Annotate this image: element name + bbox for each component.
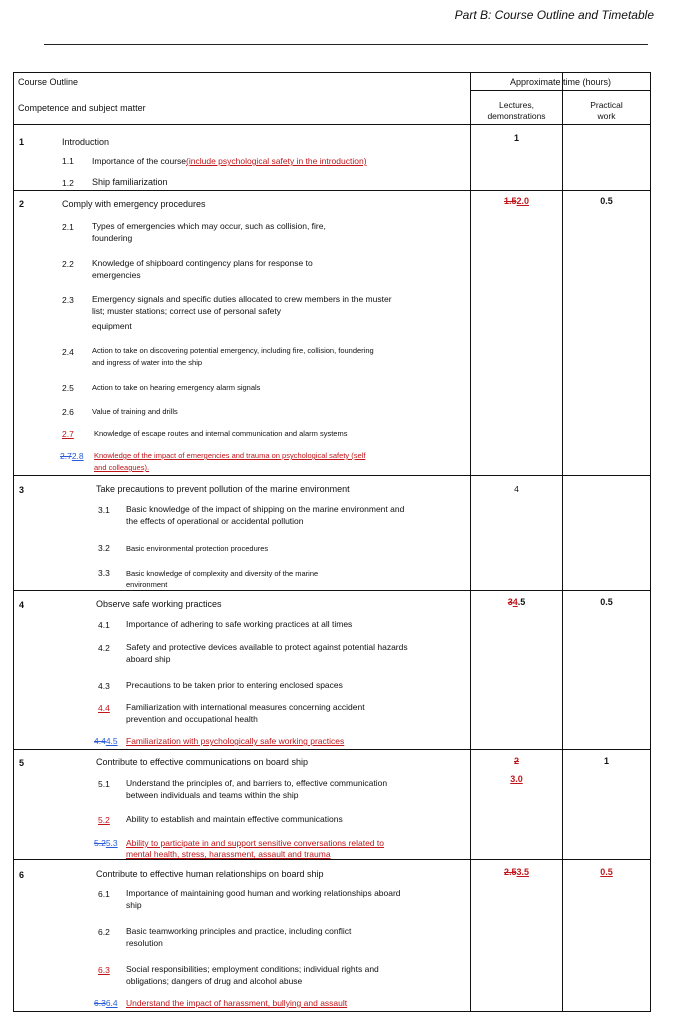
item-text: Knowledge of shipboard contingency plans for response to — [92, 258, 313, 268]
item-text: between individuals and teams within the ship — [126, 790, 299, 800]
practical-hours: 0.5 — [600, 867, 613, 877]
inserted-hours: 3.5 — [516, 867, 530, 877]
row-number: 1 — [19, 137, 25, 147]
deleted-item-number: 5.2 — [94, 838, 106, 848]
item-text: Importance of adhering to safe working practices at all times — [126, 619, 353, 629]
item-number: 6.2 — [98, 927, 110, 937]
deleted-hours: 1.5 — [503, 196, 517, 206]
practical-hours: 1 — [603, 756, 609, 766]
inserted-text: (include psychological safety in the introduction) — [186, 156, 367, 166]
deleted-item-number: 6.3 — [94, 998, 106, 1008]
item-text: Emergency signals and specific duties allocated to crew members in the muster — [92, 294, 392, 304]
item-text: and ingress of water into the ship — [92, 358, 203, 367]
item-number: 4.3 — [98, 681, 110, 691]
competence-title: Contribute to effective human relationships on board ship — [96, 869, 324, 879]
item-number: 1.1 — [62, 156, 74, 166]
item-text: Types of emergencies which may occur, such as collision, fire, — [92, 221, 326, 231]
item-number: 3.2 — [98, 543, 110, 553]
header-rule — [44, 44, 648, 45]
row-rule-1 — [14, 190, 650, 191]
item-text: ship — [126, 900, 142, 910]
item-number: 3.1 — [98, 505, 110, 515]
lectures-hours — [471, 195, 562, 207]
row-number: 3 — [19, 485, 25, 495]
item-text: prevention and occupational health — [126, 714, 258, 724]
item-text: Value of training and drills — [92, 407, 178, 416]
item-text: obligations; dangers of drug and alcohol abuse — [126, 976, 303, 986]
item-text: Importance of maintaining good human and working relationships aboard — [126, 888, 401, 898]
hours-tail: .5 — [517, 597, 526, 607]
row-rule-2 — [14, 475, 650, 476]
item-text: Knowledge of escape routes and internal communication and alarm systems — [94, 429, 348, 438]
row-number: 2 — [19, 199, 25, 209]
approx-time-divider — [470, 90, 650, 91]
deleted-hours: 2.5 — [503, 867, 517, 877]
practical-heading: Practical — [590, 100, 623, 110]
inserted-item-text: Understand the impact of harassment, bullying and assault — [126, 998, 348, 1008]
item-text: Action to take on hearing emergency alarm signals — [92, 383, 261, 392]
competence-title: Contribute to effective communications on board ship — [96, 757, 308, 767]
row-rule-5 — [14, 859, 650, 860]
item-number-moved — [94, 735, 118, 747]
competence-title: Observe safe working practices — [96, 599, 222, 609]
page-header-title: Part B: Course Outline and Timetable — [454, 8, 654, 22]
competence-title: Comply with emergency procedures — [62, 199, 206, 209]
item-text: Basic environmental protection procedures — [126, 544, 269, 553]
item-number: 2.1 — [62, 222, 74, 232]
new-item-number: 2.8 — [71, 451, 84, 461]
lectures-heading: Lectures, — [499, 100, 534, 110]
item-number: 3.3 — [98, 568, 110, 578]
row-rule-3 — [14, 590, 650, 591]
item-text: Social responsibilities; employment conditions; individual rights and — [126, 964, 379, 974]
item-text: resolution — [126, 938, 163, 948]
inserted-item-text: Knowledge of the impact of emergencies and trauma on psychological safety (self — [94, 451, 366, 460]
item-number: 6.1 — [98, 889, 110, 899]
practical-hours: 0.5 — [600, 597, 613, 607]
item-text: Action to take on discovering potential emergency, including fire, collision, foundering — [92, 346, 374, 355]
row-number: 5 — [19, 758, 25, 768]
item-number: 2.5 — [62, 383, 74, 393]
new-item-number: 6.4 — [105, 998, 118, 1008]
item-text: Ship familiarization — [92, 177, 168, 187]
deleted-item-number: 2.7 — [60, 451, 72, 461]
deleted-hours: 2 — [513, 756, 519, 766]
item-text: emergencies — [92, 270, 141, 280]
item-text: Basic knowledge of the impact of shipping on the marine environment and — [126, 504, 405, 514]
item-number: 1.2 — [62, 178, 74, 188]
course-outline-table — [13, 72, 651, 1012]
practical-hours: 0.5 — [600, 196, 613, 206]
item-text: Familiarization with international measures concerning accident — [126, 702, 365, 712]
item-text: foundering — [92, 233, 133, 243]
item-text: Understand the principles of, and barriers to, effective communication — [126, 778, 388, 788]
competence-title: Introduction — [62, 137, 110, 147]
inserted-item-number: 6.3 — [98, 965, 110, 975]
row-number: 4 — [19, 600, 25, 610]
item-number: 2.6 — [62, 407, 74, 417]
deleted-item-number: 4.4 — [94, 736, 106, 746]
demonstrations-heading: demonstrations — [487, 111, 546, 121]
item-number-moved — [94, 997, 118, 1009]
inserted-item-text: and colleagues). — [94, 463, 150, 472]
competence-heading: Competence and subject matter — [18, 103, 146, 113]
new-item-number: 5.3 — [105, 838, 118, 848]
item-text: list; muster stations; correct use of personal safety — [92, 306, 281, 316]
item-text: Basic teamworking principles and practice, including conflict — [126, 926, 352, 936]
inserted-item-text: mental health, stress, harassment, assault and trauma — [126, 849, 331, 859]
inserted-hours: 2.0 — [516, 196, 530, 206]
inserted-hours: 4 — [512, 597, 518, 607]
item-number: 2.2 — [62, 259, 74, 269]
lectures-hours: 4 — [514, 484, 519, 494]
item-number: 4.2 — [98, 643, 110, 653]
item-number: 2.3 — [62, 295, 74, 305]
item-number: 2.4 — [62, 347, 74, 357]
lectures-hours: 1 — [513, 133, 519, 143]
item-text: Ability to establish and maintain effective communications — [126, 814, 343, 824]
inserted-hours: 3.0 — [510, 774, 523, 784]
item-text-original: Importance of the course — [92, 156, 187, 166]
header-bottom-rule — [14, 124, 650, 125]
work-heading: work — [597, 111, 616, 121]
item-number-moved — [60, 450, 84, 462]
row-rule-4 — [14, 749, 650, 750]
item-text: aboard ship — [126, 654, 171, 664]
item-text — [92, 155, 367, 167]
inserted-item-number: 4.4 — [98, 703, 110, 713]
new-item-number: 4.5 — [105, 736, 118, 746]
item-number-moved — [94, 837, 118, 849]
inserted-item-text: Familiarization with psychologically safe working practices — [126, 736, 345, 746]
course-outline-heading: Course Outline — [18, 77, 79, 87]
lectures-hours — [471, 596, 562, 608]
inserted-item-number: 5.2 — [98, 815, 110, 825]
lectures-hours — [471, 866, 562, 878]
item-text: Basic knowledge of complexity and diversity of the marine — [126, 569, 319, 578]
item-text: Safety and protective devices available to protect against potential hazards — [126, 642, 408, 652]
inserted-item-text: Ability to participate in and support sensitive conversations related to — [126, 838, 384, 848]
row-number: 6 — [19, 870, 25, 880]
item-text: environment — [126, 580, 168, 589]
item-number: 4.1 — [98, 620, 110, 630]
inserted-item-number: 2.7 — [62, 429, 74, 439]
competence-title: Take precautions to prevent pollution of the marine environment — [96, 484, 350, 494]
approx-time-heading: Approximate time (hours) — [509, 77, 612, 87]
item-text: Precautions to be taken prior to entering enclosed spaces — [126, 680, 343, 690]
deleted-hours: 3 — [507, 597, 513, 607]
item-text: equipment — [92, 321, 132, 331]
item-text: the effects of operational or accidental pollution — [126, 516, 304, 526]
item-number: 5.1 — [98, 779, 110, 789]
